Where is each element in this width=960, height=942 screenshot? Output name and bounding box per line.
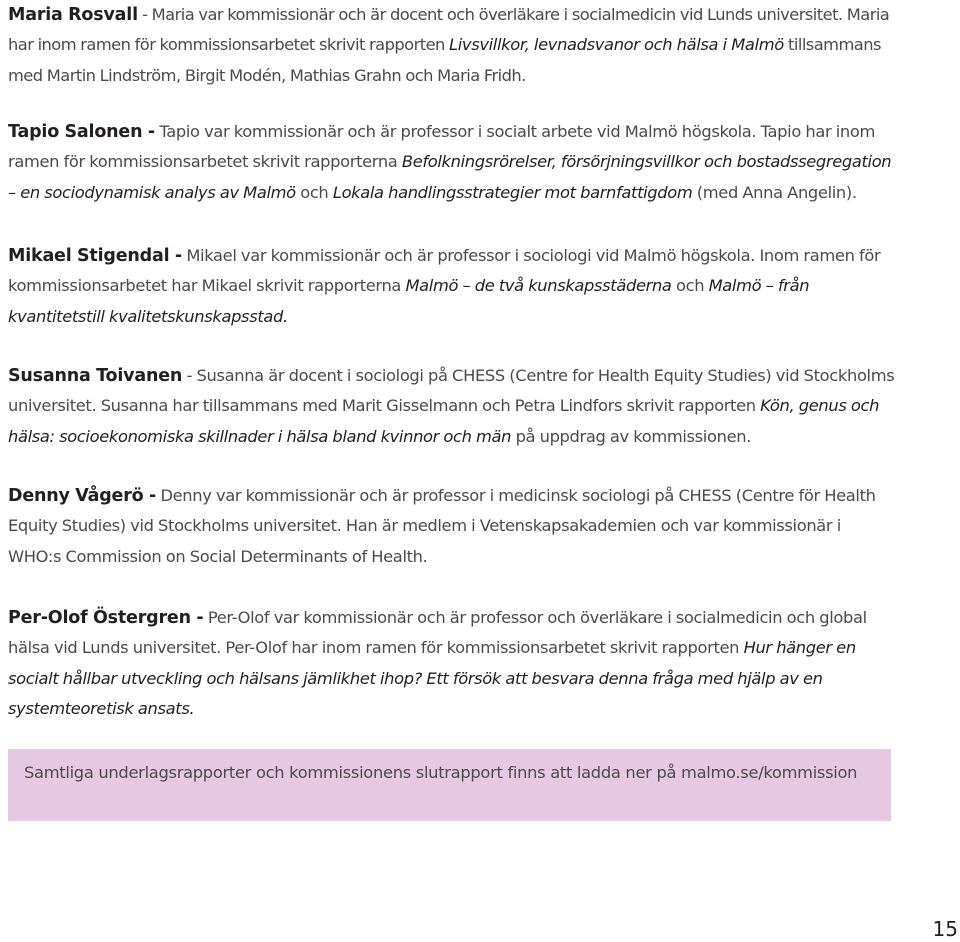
report-title: Kön, genus och hälsa: socioekonomiska skillnader i hälsa bland kvinnor och män <box>8 396 880 446</box>
person-name: Susanna Toivanen <box>8 366 183 386</box>
bio-text: Denny var kommissionär och är professor i medicinsk sociologi på CHESS (Centre för Health Equity Studies) vid Stockholms universitet. Han är medlem i Vetenskapsakademien och var kommissionär i WHO:s Commission on Social Determinants of Health. <box>8 486 876 566</box>
bio-text: Tapio var kommissionär och är professor i socialt arbete vid Malmö högskola. Tapio har inom ramen för kommissionsarbetet skrivit rapporterna <box>8 122 875 172</box>
bio-text: och <box>295 182 333 202</box>
bio-text: (med Anna Angelin). <box>692 182 857 202</box>
person-name: Tapio Salonen - <box>8 122 155 142</box>
bio-text: Per-Olof var kommissionär och är professor och överläkare i socialmedicin och global hälsa vid Lunds universitet. Per-Olof har inom ramen för kommissionsarbetet skrivit rapporten <box>8 608 867 658</box>
report-title: Lokala handlingsstrategier mot barnfattigdom <box>332 182 693 202</box>
report-title: Befolkningsrörelser, försörjningsvillkor och bostadssegregation – en sociodynamisk analys av Malmö <box>8 152 892 202</box>
bio-text: och <box>671 276 709 296</box>
person-name: Maria Rosvall <box>8 5 138 25</box>
bio-text: - Susanna är docent i sociologi på CHESS (Centre for Health Equity Studies) vid Stockholms universitet. Susanna har tillsammans med Marit Gisselmann och Petra Lindfors skrivit rapporten <box>8 366 895 416</box>
person-name: Per-Olof Östergren - <box>8 608 204 628</box>
report-title: Malmö – från kvantitetstill kvalitetskunskapsstad. <box>8 276 810 326</box>
page-number: 15 <box>932 917 958 941</box>
person-name: Denny Vågerö - <box>8 486 157 506</box>
report-title: Malmö – de två kunskapsstäderna <box>405 276 672 296</box>
bio-denny-vagero <box>8 481 898 572</box>
report-title: Hur hänger en socialt hållbar utveckling och hälsans jämlikhet ihop? Ett försök att besvara denna fråga med hjälp av en systemteoretisk ansats. <box>8 638 856 719</box>
download-notice-text: Samtliga underlagsrapporter och kommissionens slutrapport finns att ladda ner på malmo.se/kommission <box>24 763 858 782</box>
bio-mikael-stigendal <box>8 241 898 332</box>
bio-susanna-toivanen <box>8 361 898 452</box>
bio-text: tillsammans med Martin Lindström, Birgit Modén, Mathias Grahn och Maria Fridh. <box>8 35 881 85</box>
bio-text: på uppdrag av kommissionen. <box>511 426 752 446</box>
bio-text: - Maria var kommissionär och är docent och överläkare i socialmedicin vid Lunds universitet. Maria har inom ramen för kommissionsarbetet skrivit rapporten <box>8 5 890 55</box>
person-name: Mikael Stigendal - <box>8 246 182 266</box>
bio-text: Mikael var kommissionär och är professor i sociologi vid Malmö högskola. Inom ramen för kommissionsarbetet har Mikael skrivit rapporterna <box>8 246 881 296</box>
download-notice-box <box>8 749 891 821</box>
report-title: Livsvillkor, levnadsvanor och hälsa i Malmö <box>449 35 784 55</box>
bio-maria-rosvall <box>8 0 898 91</box>
bio-tapio-salonen <box>8 117 898 208</box>
bio-per-olof-ostergren <box>8 603 898 725</box>
